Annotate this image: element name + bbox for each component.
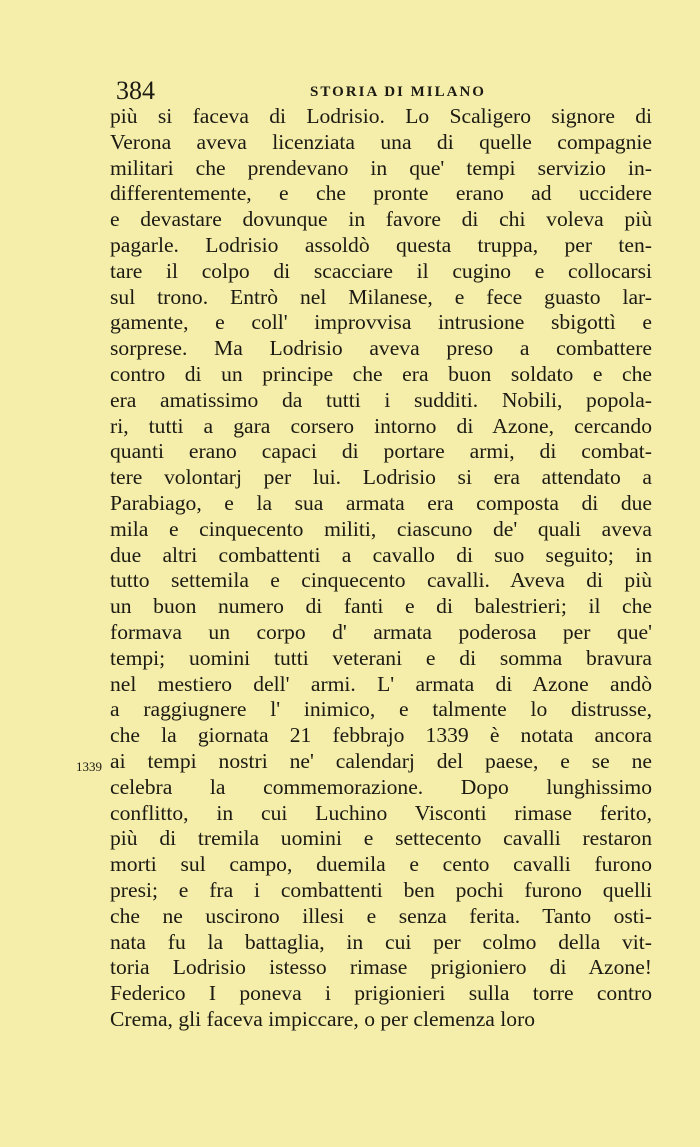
text-line: che la giornata 21 febbrajo 1339 è notata ancora bbox=[110, 723, 652, 748]
text-line: quanti erano capaci di portare armi, di combat- bbox=[110, 439, 652, 464]
text-line: tutto settemila e cinquecento cavalli. Aveva di più bbox=[110, 568, 652, 593]
text-line: militari che prendevano in que' tempi servizio in- bbox=[110, 155, 652, 180]
text-line: sul trono. Entrò nel Milanese, e fece guasto lar- bbox=[110, 284, 652, 309]
text-line: Federico I poneva i prigionieri sulla torre contro bbox=[110, 981, 652, 1006]
text-line: formava un corpo d' armata poderosa per que' bbox=[110, 619, 652, 644]
text-line: toria Lodrisio istesso rimase prigioniero di Azone! bbox=[110, 955, 652, 980]
text-line: tare il colpo di scacciare il cugino e collocarsi bbox=[110, 258, 652, 283]
text-line: sorprese. Ma Lodrisio aveva preso a combattere bbox=[110, 336, 652, 361]
text-line: Crema, gli faceva impiccare, o per clemenza loro bbox=[110, 1006, 536, 1031]
text-line: gamente, e coll' improvvisa intrusione sbigottì e bbox=[110, 310, 652, 335]
text-line: nata fu la battaglia, in cui per colmo della vit- bbox=[110, 929, 652, 954]
text-line: tempi; uomini tutti veterani e di somma bravura bbox=[110, 645, 652, 670]
body-text bbox=[110, 104, 652, 1033]
text-line: ai tempi nostri ne' calendarj del paese, e se ne bbox=[110, 748, 652, 773]
text-line: più di tremila uomini e settecento cavalli restaron bbox=[110, 826, 652, 851]
text-line: mila e cinquecento militi, ciascuno de' quali aveva bbox=[110, 516, 652, 541]
text-line: presi; e fra i combattenti ben pochi furono quelli bbox=[110, 877, 652, 902]
text-line: un buon numero di fanti e di balestrieri; il che bbox=[110, 594, 652, 619]
text-line: più si faceva di Lodrisio. Lo Scaligero signore di bbox=[110, 104, 652, 128]
text-line: che ne uscirono illesi e senza ferita. Tanto osti- bbox=[110, 903, 652, 928]
text-line: tere volontarj per lui. Lodrisio si era attendato a bbox=[110, 465, 652, 490]
text-line: conflitto, in cui Luchino Visconti rimase ferito, bbox=[110, 800, 652, 825]
text-line: Parabiago, e la sua armata era composta di due bbox=[110, 490, 652, 515]
text-line: e devastare dovunque in favore di chi voleva più bbox=[110, 207, 652, 232]
running-title: STORIA DI MILANO bbox=[310, 84, 486, 100]
page-number: 384 bbox=[116, 76, 155, 105]
text-line: due altri combattenti a cavallo di suo seguito; in bbox=[110, 542, 652, 567]
text-line: contro di un principe che era buon soldato e che bbox=[110, 361, 652, 386]
text-line: differentemente, e che pronte erano ad uccidere bbox=[110, 181, 652, 206]
text-line: Verona aveva licenziata una di quelle compagnie bbox=[110, 129, 652, 154]
text-line: pagarle. Lodrisio assoldò questa truppa, per ten- bbox=[110, 232, 652, 257]
text-line: era amatissimo da tutti i sudditi. Nobili, popola- bbox=[110, 387, 652, 412]
text-line: morti sul campo, duemila e cento cavalli furono bbox=[110, 852, 652, 877]
text-line: a raggiugnere l' inimico, e talmente lo distrusse, bbox=[110, 697, 652, 722]
margin-year-note: 1339 bbox=[76, 759, 102, 774]
text-line: nel mestiero dell' armi. L' armata di Azone andò bbox=[110, 671, 652, 696]
text-line: celebra la commemorazione. Dopo lunghissimo bbox=[110, 774, 652, 799]
text-line: ri, tutti a gara corsero intorno di Azone, cercando bbox=[110, 413, 652, 438]
